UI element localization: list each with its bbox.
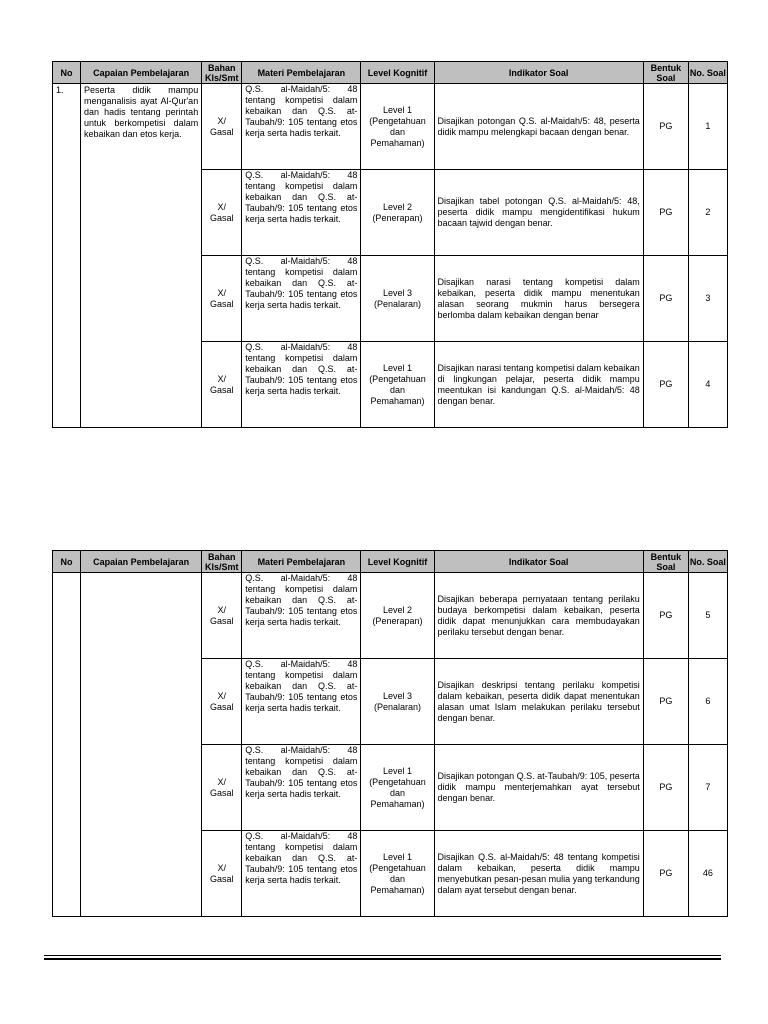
no-soal-cell: 5 (688, 573, 727, 659)
row-number (53, 573, 81, 917)
header-no: No (53, 551, 81, 573)
level-cell: Level 3 (Penalaran) (361, 256, 434, 342)
header-materi-pembelajaran: Materi Pembelajaran (242, 551, 361, 573)
bahan-cell: X/ Gasal (202, 342, 242, 428)
capaian-pembelajaran-cell: Peserta didik mampu menganalisis ayat Al-Qur'an dan hadis tentang perintah untuk berkompetisi dalam kebaikan dan etos kerja. (81, 84, 202, 428)
level-cell: Level 1 (Pengetahuan dan Pemahaman) (361, 831, 434, 917)
header-materi-pembelajaran: Materi Pembelajaran (242, 62, 361, 84)
bentuk-cell: PG (643, 170, 688, 256)
bentuk-cell: PG (643, 745, 688, 831)
materi-cell: Q.S. al-Maidah/5: 48 tentang kompetisi dalam kebaikan dan Q.S. at-Taubah/9: 105 tentang etos kerja serta hadis terkait. (242, 659, 361, 745)
header-bahan: Bahan Kls/Smt (202, 62, 242, 84)
bentuk-cell: PG (643, 84, 688, 170)
header-capaian-pembelajaran: Capaian Pembelajaran (81, 62, 202, 84)
capaian-pembelajaran-cell (81, 573, 202, 917)
materi-cell: Q.S. al-Maidah/5: 48 tentang kompetisi dalam kebaikan dan Q.S. at-Taubah/9: 105 tentang etos kerja serta hadis terkait. (242, 256, 361, 342)
bahan-cell: X/ Gasal (202, 84, 242, 170)
footer-divider-thin (44, 955, 721, 956)
bentuk-cell: PG (643, 659, 688, 745)
header-bentuk-soal: Bentuk Soal (643, 551, 688, 573)
header-capaian-pembelajaran: Capaian Pembelajaran (81, 551, 202, 573)
table-header-row (53, 62, 728, 84)
header-no-soal: No. Soal (688, 551, 727, 573)
header-no: No (53, 62, 81, 84)
bahan-cell: X/ Gasal (202, 659, 242, 745)
no-soal-cell: 1 (688, 84, 727, 170)
bahan-cell: X/ Gasal (202, 573, 242, 659)
materi-cell: Q.S. al-Maidah/5: 48 tentang kompetisi dalam kebaikan dan Q.S. at-Taubah/9: 105 tentang etos kerja serta hadis terkait. (242, 170, 361, 256)
bahan-cell: X/ Gasal (202, 170, 242, 256)
indikator-cell: Disajikan beberapa pernyataan tentang perilaku budaya berkompetisi dalam kebaikan, peserta didik dapat menunjukkan cara membudayakan perilaku tersebut dengan benar. (434, 573, 643, 659)
no-soal-cell: 2 (688, 170, 727, 256)
materi-cell: Q.S. al-Maidah/5: 48 tentang kompetisi dalam kebaikan dan Q.S. at-Taubah/9: 105 tentang etos kerja serta hadis terkait. (242, 342, 361, 428)
level-cell: Level 1 (Pengetahuan dan Pemahaman) (361, 342, 434, 428)
indikator-cell: Disajikan Q.S. al-Maidah/5: 48 tentang kompetisi dalam kebaikan, peserta didik mampu menyebutkan pesan-pesan mulia yang terkandung dalam ayat tersebut dengan benar. (434, 831, 643, 917)
kisi-kisi-table-2 (52, 550, 728, 917)
header-bahan: Bahan Kls/Smt (202, 551, 242, 573)
header-level-kognitif: Level Kognitif (361, 551, 434, 573)
level-cell: Level 3 (Penalaran) (361, 659, 434, 745)
indikator-cell: Disajikan tabel potongan Q.S. al-Maidah/5: 48, peserta didik mampu mengidentifikasi hukum bacaan tajwid dengan benar. (434, 170, 643, 256)
materi-cell: Q.S. al-Maidah/5: 48 tentang kompetisi dalam kebaikan dan Q.S. at-Taubah/9: 105 tentang etos kerja serta hadis terkait. (242, 745, 361, 831)
level-cell: Level 1 (Pengetahuan dan Pemahaman) (361, 84, 434, 170)
no-soal-cell: 4 (688, 342, 727, 428)
kisi-kisi-table-1 (52, 61, 728, 428)
no-soal-cell: 7 (688, 745, 727, 831)
row-number: 1. (53, 84, 81, 428)
indikator-cell: Disajikan potongan Q.S. at-Taubah/9: 105, peserta didik mampu menterjemahkan ayat tersebut dengan benar. (434, 745, 643, 831)
no-soal-cell: 46 (688, 831, 727, 917)
bahan-cell: X/ Gasal (202, 745, 242, 831)
materi-cell: Q.S. al-Maidah/5: 48 tentang kompetisi dalam kebaikan dan Q.S. at-Taubah/9: 105 tentang etos kerja serta hadis terkait. (242, 831, 361, 917)
bentuk-cell: PG (643, 831, 688, 917)
header-bentuk-soal: Bentuk Soal (643, 62, 688, 84)
no-soal-cell: 3 (688, 256, 727, 342)
level-cell: Level 2 (Penerapan) (361, 573, 434, 659)
footer-divider-thick (44, 958, 721, 960)
materi-cell: Q.S. al-Maidah/5: 48 tentang kompetisi dalam kebaikan dan Q.S. at-Taubah/9: 105 tentang etos kerja serta hadis terkait. (242, 573, 361, 659)
no-soal-cell: 6 (688, 659, 727, 745)
table-header-row (53, 551, 728, 573)
bahan-cell: X/ Gasal (202, 256, 242, 342)
header-indikator-soal: Indikator Soal (434, 62, 643, 84)
table-row (53, 573, 728, 659)
header-level-kognitif: Level Kognitif (361, 62, 434, 84)
level-cell: Level 1 (Pengetahuan dan Pemahaman) (361, 745, 434, 831)
table-row (53, 84, 728, 170)
header-no-soal: No. Soal (688, 62, 727, 84)
bahan-cell: X/ Gasal (202, 831, 242, 917)
header-indikator-soal: Indikator Soal (434, 551, 643, 573)
indikator-cell: Disajikan narasi tentang kompetisi dalam kebaikan di lingkungan pelajar, peserta didik mampu meentukan isi kandungan Q.S. al-Maidah/5: 48 dengan benar. (434, 342, 643, 428)
indikator-cell: Disajikan potongan Q.S. al-Maidah/5: 48, peserta didik mampu melengkapi bacaan dengan benar. (434, 84, 643, 170)
bentuk-cell: PG (643, 256, 688, 342)
indikator-cell: Disajikan narasi tentang kompetisi dalam kebaikan, peserta didik mampu menentukan alasan seorang mukmin harus bersegera berlomba dalam kebaikan dengan benar (434, 256, 643, 342)
bentuk-cell: PG (643, 573, 688, 659)
indikator-cell: Disajikan deskripsi tentang perilaku kompetisi dalam kebaikan, peserta didik dapat menentukan alasan umat Islam melakukan perilaku tersebut dengan benar. (434, 659, 643, 745)
bentuk-cell: PG (643, 342, 688, 428)
materi-cell: Q.S. al-Maidah/5: 48 tentang kompetisi dalam kebaikan dan Q.S. at-Taubah/9: 105 tentang etos kerja serta hadis terkait. (242, 84, 361, 170)
level-cell: Level 2 (Penerapan) (361, 170, 434, 256)
